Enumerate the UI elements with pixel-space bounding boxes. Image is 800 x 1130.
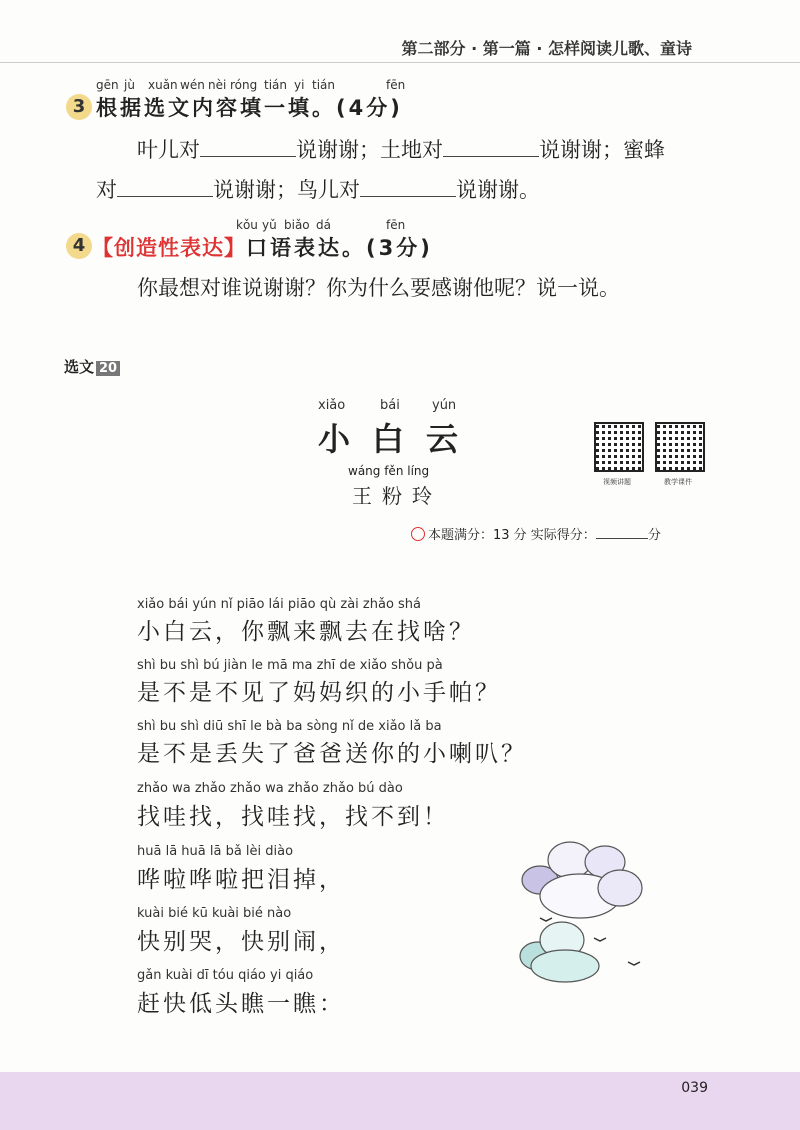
poem-line-pinyin: zhǎo wa zhǎo zhǎo wa zhǎo zhǎo bú dào <box>137 781 403 796</box>
poem-line-pinyin: huā lā huā lā bǎ lèi diào <box>137 844 294 859</box>
question-4-text: 口语表达。(3分) <box>246 236 433 260</box>
text-fragment: 对 <box>96 178 117 202</box>
clock-icon <box>411 527 425 541</box>
py: jù <box>124 78 135 92</box>
py: biǎo <box>284 218 310 232</box>
poem-line-pinyin: xiǎo bái yún nǐ piāo lái piāo qù zài zhǎo shá <box>137 597 422 612</box>
title-pinyin: bái <box>380 398 400 413</box>
page-header: 第二部分 · 第一篇 · 怎样阅读儿歌、童诗 <box>401 39 692 58</box>
score-text: 本题满分：13 分 实际得分： <box>428 528 596 543</box>
qr-code-courseware[interactable] <box>655 422 705 472</box>
score-line <box>411 520 661 543</box>
poem-line-pinyin: shì bu shì diū shī le bà ba sòng nǐ de xiǎo lǎ ba <box>137 719 442 734</box>
py: xuǎn <box>148 78 178 92</box>
text-fragment: 说谢谢；蜜蜂 <box>539 138 665 162</box>
poem-line-pinyin: shì bu shì bú jiàn le mā ma zhī de xiǎo shǒu pà <box>137 658 443 673</box>
answer-blank[interactable] <box>200 138 296 157</box>
question-3-line1 <box>137 134 665 164</box>
poem-line: 赶快低头瞧一瞧： <box>137 991 345 1017</box>
py: fēn <box>386 218 406 232</box>
question-3-text: 根据选文内容填一填。(4分) <box>96 96 403 120</box>
title-pinyin: yún <box>432 398 457 413</box>
author-pinyin: wáng fěn líng <box>348 464 430 478</box>
py: kǒu <box>236 218 258 232</box>
text-fragment: 说谢谢；鸟儿对 <box>213 178 360 202</box>
answer-blank[interactable] <box>443 138 539 157</box>
poem-line: 找哇找，找哇找，找不到！ <box>137 804 449 830</box>
poem-line-pinyin: gǎn kuài dī tóu qiáo yi qiáo <box>137 968 314 983</box>
selection-label <box>64 356 120 377</box>
selection-label-text: 选文 <box>64 358 95 376</box>
answer-blank[interactable] <box>360 178 456 197</box>
question-number: 4 <box>66 233 92 259</box>
page-footer <box>0 1072 800 1130</box>
page-number: 039 <box>681 1080 708 1096</box>
cloud-icon <box>520 842 642 982</box>
question-3-line2 <box>96 174 540 204</box>
selection-number: 20 <box>96 361 120 376</box>
poem-author: 王粉玲 <box>352 484 442 508</box>
poem-line: 快别哭，快别闹， <box>137 929 345 955</box>
title-pinyin: xiǎo <box>318 398 346 413</box>
header-divider <box>0 62 800 63</box>
py: dá <box>316 218 331 232</box>
py: gēn <box>96 78 119 92</box>
qr-code-video[interactable] <box>594 422 644 472</box>
score-unit: 分 <box>647 528 661 543</box>
question-4-prompt: 你最想对谁说谢谢？你为什么要感谢他呢？说一说。 <box>137 276 620 300</box>
text-fragment: 说谢谢；土地对 <box>296 138 443 162</box>
question-number: 3 <box>66 94 92 120</box>
answer-blank[interactable] <box>117 178 213 197</box>
poem-line: 小白云，你飘来飘去在找啥？ <box>137 619 475 645</box>
poem-line: 是不是丢失了爸爸送你的小喇叭？ <box>137 741 527 767</box>
py: fēn <box>386 78 406 92</box>
score-blank[interactable] <box>596 520 648 539</box>
text-fragment: 叶儿对 <box>137 138 200 162</box>
question-4-heading <box>92 232 433 262</box>
poem-title: 小白云 <box>318 420 481 458</box>
py: yǔ <box>262 218 277 232</box>
cloud-illustration <box>510 838 670 998</box>
py: wén <box>180 78 205 92</box>
text-fragment: 说谢谢。 <box>456 178 540 202</box>
py: róng <box>230 78 258 92</box>
creative-tag: 【创造性表达】 <box>92 236 246 260</box>
py: tián <box>312 78 335 92</box>
qr-label: 视频讲题 <box>603 478 631 486</box>
poem-line: 哗啦哗啦把泪掉， <box>137 867 345 893</box>
py: yi <box>294 78 305 92</box>
poem-line-pinyin: kuài bié kū kuài bié nào <box>137 906 292 921</box>
qr-label: 教学课件 <box>664 478 692 486</box>
py: tián <box>264 78 287 92</box>
py: nèi <box>208 78 227 92</box>
poem-line: 是不是不见了妈妈织的小手帕？ <box>137 680 501 706</box>
